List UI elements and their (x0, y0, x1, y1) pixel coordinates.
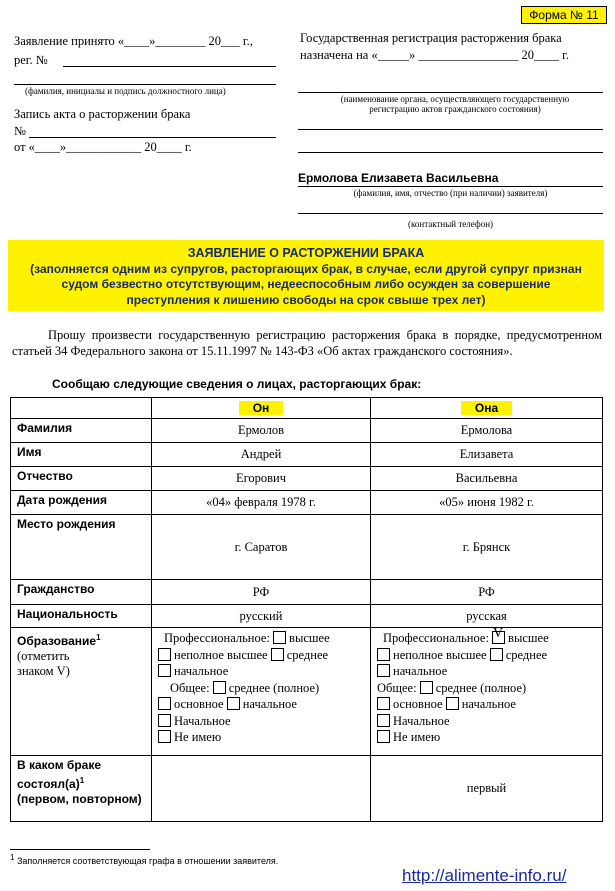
intro-paragraph: Прошу произвести государственную регистрацию расторжения брака в порядке, предусмотренном статьей 34 Федерального закона от 15.11.1997 № 143-ФЗ «Об актах гражданского состояния». (12, 328, 602, 358)
marriage-row (11, 756, 603, 822)
she-primary-checkbox[interactable] (377, 664, 390, 677)
footnote (10, 853, 278, 866)
record-date: от «____»____________ 20____ г. (14, 140, 192, 154)
he-value: «04» февраля 1978 г. (152, 491, 371, 515)
he-basic-label: основное (174, 697, 224, 711)
table-row (11, 515, 603, 580)
reg-number-line (63, 66, 276, 67)
education-label-cell (11, 628, 152, 756)
marriage-label-1: В каком браке (17, 758, 102, 772)
row-label: Имя (11, 443, 152, 467)
table-row (11, 443, 603, 467)
marriage-label-3: (первом, повторном) (17, 792, 142, 806)
organ-caption-2: регистрацию актов гражданского состояния) (369, 104, 541, 114)
table-row (11, 419, 603, 443)
he-general-label: Общее: (170, 680, 210, 695)
phone-line (298, 213, 603, 214)
he-none-label: Не имею (174, 730, 222, 744)
he-incomplete-higher-label: неполное высшее (174, 647, 268, 662)
record-number-label: № (14, 124, 26, 138)
she-primary-label: начальное (393, 664, 448, 678)
he-professional-label: Профессиональное: (164, 631, 270, 645)
he-secondary-full-label: среднее (полное) (228, 680, 320, 695)
he-higher-checkbox[interactable] (273, 631, 286, 644)
title-note-2: судом безвестно отсутствующим, недееспособным либо осужден за совершение (61, 277, 551, 291)
he-value: РФ (152, 580, 371, 605)
he-marriage-value (152, 756, 371, 822)
she-incomplete-higher-label: неполное высшее (393, 647, 487, 662)
header-she-cell (371, 398, 603, 419)
she-secondary-checkbox[interactable] (490, 648, 503, 661)
she-none-checkbox[interactable] (377, 730, 390, 743)
accepted-line: Заявление принято «____»________ 20___ г., (14, 34, 253, 48)
footnote-text: Заполняется соответствующая графа в отношении заявителя. (16, 856, 279, 866)
he-secondary-checkbox[interactable] (271, 648, 284, 661)
he-primary-label: начальное (174, 664, 229, 678)
blank-line-2 (298, 152, 603, 153)
he-primary-cap-checkbox[interactable] (158, 714, 171, 727)
table-row (11, 605, 603, 628)
he-value: Ермолов (152, 419, 371, 443)
title-note-1: (заполняется одним из супругов, расторгающих брак, в случае, если другой супруг признан (30, 261, 582, 276)
blank-line-1 (298, 129, 603, 130)
registration-line-1: Государственная регистрация расторжения брака (300, 31, 562, 45)
row-label: Дата рождения (11, 491, 152, 515)
form-number-badge: Форма № 11 (521, 6, 607, 24)
she-secondary-full-label: среднее (полное) (435, 680, 527, 695)
she-primary-cap-label: Начальное (393, 713, 450, 728)
watermark-url[interactable]: http://alimente-info.ru/ (402, 866, 567, 885)
she-value: РФ (371, 580, 603, 605)
document-title-box (8, 240, 604, 311)
registration-line-2: назначена на «_____» ________________ 20____ г. (300, 48, 569, 62)
header-empty-cell (11, 398, 152, 419)
row-label: Фамилия (11, 419, 152, 443)
he-primary-checkbox[interactable] (158, 664, 171, 677)
she-secondary-full-checkbox[interactable] (420, 681, 433, 694)
section-subheading: Сообщаю следующие сведения о лицах, расторгающих брак: (52, 377, 422, 391)
he-value: русский (152, 605, 371, 628)
she-none-label: Не имею (393, 730, 441, 744)
table-header-row (11, 398, 603, 419)
organ-caption-1: (наименование органа, осуществляющего государственную (340, 94, 570, 104)
phone-caption: (контактный телефон) (407, 219, 494, 229)
she-marriage-value: первый (371, 756, 603, 822)
header-he: Он (239, 401, 284, 415)
record-number-line (29, 137, 276, 138)
education-note-2: знаком V) (17, 664, 70, 678)
applicant-caption: (фамилия, имя, отчество (при наличии) заявителя) (353, 188, 548, 198)
official-caption: (фамилия, инициалы и подпись должностного лица) (25, 86, 226, 96)
row-label: Отчество (11, 467, 152, 491)
he-incomplete-higher-checkbox[interactable] (158, 648, 171, 661)
footnote-number: 1 (10, 853, 15, 862)
document-title: ЗАЯВЛЕНИЕ О РАСТОРЖЕНИИ БРАКА (187, 246, 425, 260)
organ-line (298, 92, 603, 93)
she-primary-general-checkbox[interactable] (446, 697, 459, 710)
reg-number-label: рег. № (14, 53, 48, 67)
he-value: Андрей (152, 443, 371, 467)
she-value: «05» июня 1982 г. (371, 491, 603, 515)
footnote-divider (10, 849, 150, 850)
she-education-cell (371, 628, 603, 756)
applicant-line (298, 186, 603, 187)
she-primary-cap-checkbox[interactable] (377, 714, 390, 727)
she-secondary-label: среднее (505, 647, 548, 662)
check-mark-icon: V (493, 626, 504, 641)
she-value: Елизавета (371, 443, 603, 467)
he-value: Егорович (152, 467, 371, 491)
education-label: Образование (17, 634, 97, 648)
she-basic-label: основное (393, 697, 443, 711)
spouses-table (10, 397, 603, 822)
marriage-label-cell (11, 756, 152, 822)
she-value: г. Брянск (371, 515, 603, 580)
header-she: Она (461, 401, 512, 415)
she-general-label: Общее: (377, 680, 417, 695)
he-primary-general-label: начальное (242, 697, 297, 711)
footnote-ref: 1 (79, 776, 85, 785)
she-professional-label: Профессиональное: (383, 631, 489, 645)
he-higher-label: высшее (289, 631, 330, 645)
education-note-1: (отметить (17, 649, 70, 663)
he-secondary-label: среднее (286, 647, 329, 662)
he-primary-cap-label: Начальное (174, 713, 231, 728)
row-label: Гражданство (11, 580, 152, 605)
he-primary-general-checkbox[interactable] (227, 697, 240, 710)
she-value: Васильевна (371, 467, 603, 491)
table-row (11, 467, 603, 491)
applicant-name: Ермолова Елизавета Васильевна (298, 171, 499, 185)
she-higher-checkbox[interactable] (492, 626, 505, 644)
row-label: Место рождения (11, 515, 152, 580)
she-value: русская (371, 605, 603, 628)
table-row (11, 491, 603, 515)
table-row (11, 580, 603, 605)
he-basic-checkbox[interactable] (158, 697, 171, 710)
she-primary-general-label: начальное (461, 697, 516, 711)
he-secondary-full-checkbox[interactable] (213, 681, 226, 694)
marriage-label-2: состоял(а) (17, 777, 80, 791)
education-row (11, 628, 603, 756)
record-title: Запись акта о расторжении брака (14, 107, 191, 121)
he-value: г. Саратов (152, 515, 371, 580)
he-education-cell (152, 628, 371, 756)
header-he-cell (152, 398, 371, 419)
title-note-3: преступления к лишению свободы на срок свыше трех лет) (126, 292, 486, 307)
she-value: Ермолова (371, 419, 603, 443)
official-signature-line (14, 84, 276, 85)
she-basic-checkbox[interactable] (377, 697, 390, 710)
she-incomplete-higher-checkbox[interactable] (377, 648, 390, 661)
she-higher-label: высшее (508, 631, 549, 645)
row-label: Национальность (11, 605, 152, 628)
he-none-checkbox[interactable] (158, 730, 171, 743)
footnote-ref: 1 (96, 633, 101, 642)
